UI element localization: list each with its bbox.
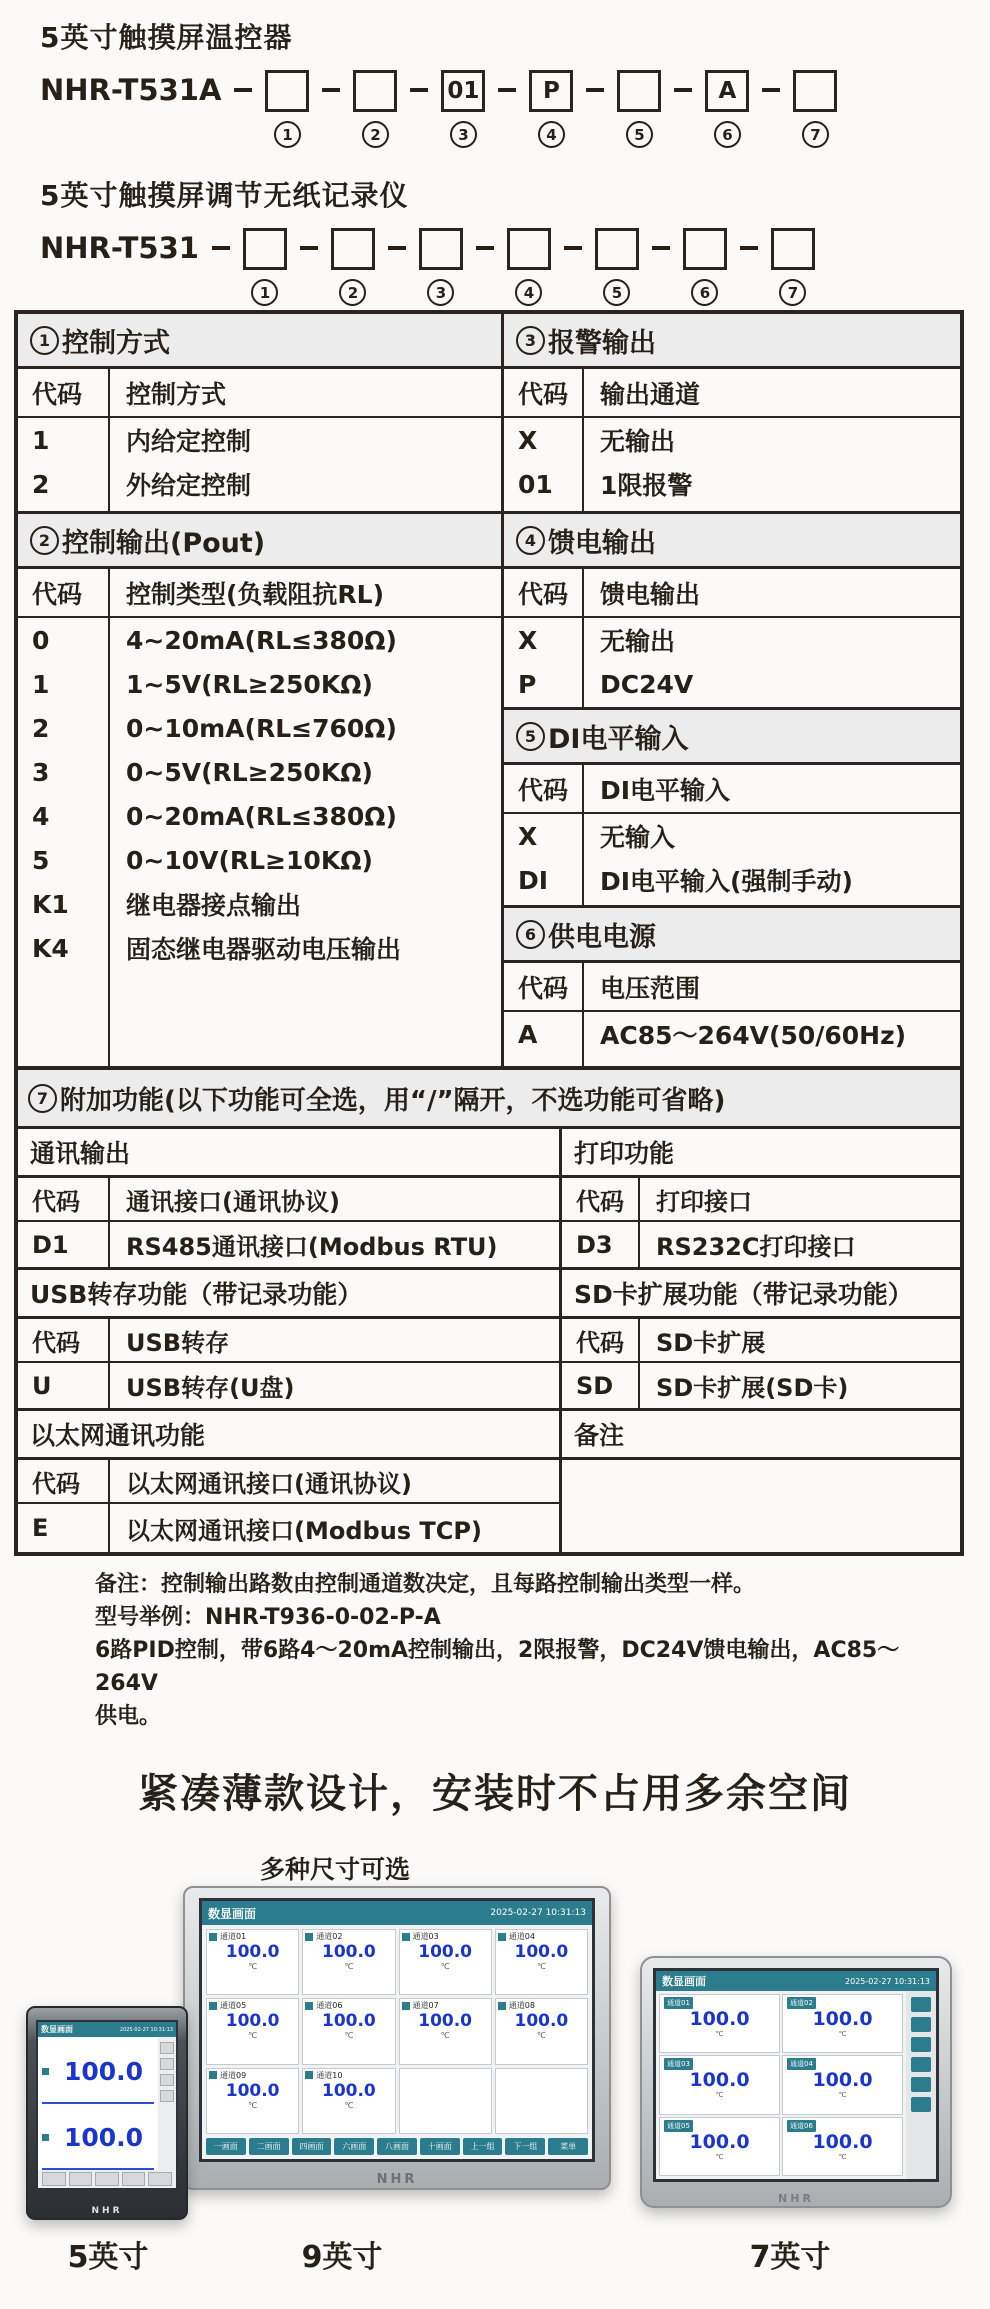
channel-chip-icon <box>209 1933 217 1941</box>
channel-cell: 通道03 100.0 ℃ <box>399 1929 492 1995</box>
channel-cell: 通道03 100.0 ℃ <box>659 2055 780 2114</box>
position-number: 7 <box>779 279 806 306</box>
notes-block <box>95 1568 935 1733</box>
value-list <box>38 2037 158 2170</box>
section-header <box>18 314 501 369</box>
code-box: A <box>705 70 749 112</box>
channel-cell: 通道07 100.0 ℃ <box>399 1998 492 2064</box>
screen-button <box>95 2172 119 2186</box>
table-row: 01 1限报警 <box>504 462 960 506</box>
channel-chip-icon <box>498 1933 506 1941</box>
model-number-1: NHR-T531A <box>40 73 222 107</box>
code-position-6 <box>683 228 727 306</box>
code-position-1 <box>265 70 309 148</box>
position-number: 3 <box>450 121 477 148</box>
table-row: DI DI电平输入(强制手动) <box>504 858 960 902</box>
channel-chip-icon <box>305 2002 313 2010</box>
side-button <box>911 1997 931 2012</box>
column-header-row: 代码 DI电平输入 <box>504 765 960 814</box>
section-feed-output <box>504 514 960 710</box>
screen-button: 二画面 <box>249 2138 289 2155</box>
device-screen <box>199 1898 595 2162</box>
section-header <box>504 514 960 569</box>
screen-button: 上一组 <box>463 2138 503 2155</box>
screen-timestamp: 2025-02-27 10:31:13 <box>845 1976 930 1986</box>
table-row: D1 RS485通讯接口(Modbus RTU) <box>18 1222 559 1267</box>
screen-button: 八画面 <box>377 2138 417 2155</box>
screen-button: 六画面 <box>334 2138 374 2155</box>
brand-logo: NHR <box>91 2206 123 2216</box>
code-box <box>683 228 727 270</box>
section-title: 控制输出(Pout) <box>62 527 266 559</box>
code-position-7 <box>771 228 815 306</box>
side-button <box>911 2017 931 2032</box>
position-number: 4 <box>538 121 565 148</box>
filler <box>18 970 501 1066</box>
dash <box>564 246 582 250</box>
channel-cell: 通道06 100.0 ℃ <box>782 2117 903 2176</box>
table-row: X 无输出 <box>504 418 960 462</box>
table-row: 5 0~10V(RL≥10KΩ) <box>18 838 501 882</box>
model-code-line-2 <box>40 228 960 306</box>
section-title: 供电电源 <box>548 921 656 953</box>
code-box <box>771 228 815 270</box>
side-button <box>911 2077 931 2092</box>
position-number: 1 <box>274 121 301 148</box>
screen-title: 数显画面 <box>662 1975 706 1988</box>
channel-cell: 通道08 100.0 ℃ <box>495 1998 588 2064</box>
device-screen <box>653 1968 939 2182</box>
section-number: 4 <box>516 526 545 555</box>
brand-logo: NHR <box>778 2192 814 2205</box>
side-button-strip <box>158 2037 176 2170</box>
side-button <box>911 2037 931 2052</box>
note-line: 备注：控制输出路数由控制通道数决定，且每路控制输出类型一样。 <box>95 1572 756 1597</box>
channel-cell: 通道09 100.0 ℃ <box>206 2068 299 2134</box>
dash <box>300 246 318 250</box>
screen-button <box>122 2172 146 2186</box>
column-header-row: 代码 SD卡扩展 <box>562 1319 960 1363</box>
screen-button-row <box>38 2170 176 2188</box>
table-row: K4 固态继电器驱动电压输出 <box>18 926 501 970</box>
code-box <box>419 228 463 270</box>
brand-logo: NHR <box>376 2172 418 2187</box>
position-number: 2 <box>362 121 389 148</box>
section-control-output <box>18 514 501 1066</box>
section-number: 5 <box>516 722 545 751</box>
product-renders <box>0 1880 990 2280</box>
channel-chip-icon <box>305 1933 313 1941</box>
section-header <box>18 514 501 569</box>
screen-button: 下一组 <box>505 2138 545 2155</box>
section-control-mode <box>18 314 501 514</box>
column-header-row: 代码 输出通道 <box>504 369 960 418</box>
device-screen <box>36 2020 178 2190</box>
section-number: 1 <box>30 326 59 355</box>
position-number: 2 <box>339 279 366 306</box>
table-row: SD SD卡扩展(SD卡) <box>562 1363 960 1408</box>
table-row: P DC24V <box>504 662 960 706</box>
section-number: 6 <box>516 920 545 949</box>
code-position-4 <box>507 228 551 306</box>
screen-title: 数显画面 <box>208 1906 257 1921</box>
code-box <box>595 228 639 270</box>
channel-cell: 通道01 100.0 ℃ <box>206 1929 299 1995</box>
ordering-section <box>40 16 960 314</box>
column-header-row: 代码 控制方式 <box>18 369 501 418</box>
channel-cell: 通道01 100.0 ℃ <box>659 1994 780 2053</box>
channel-cell: 通道02 100.0 ℃ <box>302 1929 395 1995</box>
channel-cell: 100.0 <box>42 2041 154 2104</box>
screen-button: 十画面 <box>420 2138 460 2155</box>
table-row: D3 RS232C打印接口 <box>562 1222 960 1267</box>
section-header <box>504 314 960 369</box>
screen-button: 一画面 <box>206 2138 246 2155</box>
dash <box>388 246 406 250</box>
side-button <box>160 2090 174 2102</box>
side-button-strip <box>906 1991 936 2179</box>
side-button <box>160 2058 174 2070</box>
channel-cell-empty <box>399 2068 492 2134</box>
table-row: 2 外给定控制 <box>18 462 501 506</box>
table-row: 1 内给定控制 <box>18 418 501 462</box>
section-number: 3 <box>516 326 545 355</box>
code-position-3 <box>441 70 485 148</box>
table-row: A AC85～264V(50/60Hz) <box>504 1012 960 1056</box>
screen-button <box>69 2172 93 2186</box>
code-box <box>793 70 837 112</box>
channel-cell: 通道04 100.0 ℃ <box>495 1929 588 1995</box>
code-position-4 <box>529 70 573 148</box>
section-title: 报警输出 <box>548 327 656 359</box>
table-right-column <box>504 314 960 1066</box>
position-number: 5 <box>603 279 630 306</box>
table-row: 1 1~5V(RL≥250KΩ) <box>18 662 501 706</box>
dash <box>410 88 428 92</box>
filler <box>504 706 960 707</box>
size-label-5inch: 5英寸 <box>67 2240 149 2275</box>
table-row: E 以太网通讯接口(Modbus TCP) <box>18 1504 559 1552</box>
column-header-row: 代码 打印接口 <box>562 1178 960 1222</box>
section-title: 馈电输出 <box>548 527 656 559</box>
column-header-row: 代码 电压范围 <box>504 963 960 1012</box>
channel-chip-icon <box>498 2002 506 2010</box>
model-number-2: NHR-T531 <box>40 231 199 265</box>
code-position-1 <box>243 228 287 306</box>
code-box: 01 <box>441 70 485 112</box>
section-title: DI电平输入 <box>548 723 689 755</box>
column-header-row: 代码 通讯接口(通讯协议) <box>18 1178 559 1222</box>
channel-cell: 100.0 <box>42 2108 154 2171</box>
section-alarm-output <box>504 314 960 514</box>
table-row: U USB转存(U盘) <box>18 1363 559 1408</box>
column-header-row: 代码 USB转存 <box>18 1319 559 1363</box>
channel-chip-icon <box>402 1933 410 1941</box>
screen-timestamp: 2025-02-27 10:31:13 <box>119 2026 173 2033</box>
dash <box>322 88 340 92</box>
code-box <box>507 228 551 270</box>
dash <box>674 88 692 92</box>
code-position-7 <box>793 70 837 148</box>
code-box <box>331 228 375 270</box>
dash <box>498 88 516 92</box>
code-box <box>265 70 309 112</box>
section-header <box>504 908 960 963</box>
sub-comm-output: 通讯输出 代码 通讯接口(通讯协议) D1 RS485通讯接口(Modbus RTU) <box>18 1129 559 1270</box>
section-title: 附加功能(以下功能可全选，用“/”隔开，不选功能可省略) <box>60 1085 726 1116</box>
position-number: 1 <box>251 279 278 306</box>
position-number: 7 <box>802 121 829 148</box>
size-label-9inch: 9英寸 <box>301 2240 383 2275</box>
channel-cell: 通道02 100.0 ℃ <box>782 1994 903 2053</box>
filler <box>18 506 501 511</box>
table-upper <box>18 314 960 1070</box>
sub-ethernet: 以太网通讯功能 代码 以太网通讯接口(通讯协议) E 以太网通讯接口(Modbus TCP) <box>18 1411 559 1552</box>
ordering-table <box>14 310 964 1556</box>
screen-button-row <box>202 2138 592 2159</box>
table-left-column <box>18 314 504 1066</box>
dash <box>234 88 252 92</box>
code-box <box>243 228 287 270</box>
filler <box>504 1056 960 1066</box>
note-line: 6路PID控制，带6路4～20mA控制输出，2限报警，DC24V馈电输出，AC85～264V <box>95 1638 900 1696</box>
size-label-7inch: 7英寸 <box>749 2240 831 2275</box>
table-row: 3 0~5V(RL≥250KΩ) <box>18 750 501 794</box>
additional-left-column <box>18 1129 562 1552</box>
side-button <box>911 2097 931 2112</box>
device-9inch <box>183 1886 611 2190</box>
empty-cell <box>562 1460 960 1552</box>
section-additional-functions-header <box>18 1070 960 1129</box>
screen-title: 数显画面 <box>41 2025 73 2034</box>
code-position-3 <box>419 228 463 306</box>
table-row: 2 0~10mA(RL≤760Ω) <box>18 706 501 750</box>
sub-remarks: 备注 <box>562 1411 960 1552</box>
channel-cell-empty <box>495 2068 588 2134</box>
channel-grid <box>656 1991 906 2179</box>
screen-timestamp: 2025-02-27 10:31:13 <box>490 1908 586 1918</box>
code-position-2 <box>353 70 397 148</box>
screen-button: 四画面 <box>292 2138 332 2155</box>
table-row: 4 0~20mA(RL≤380Ω) <box>18 794 501 838</box>
product-title-1: 5英寸触摸屏温控器 <box>40 21 293 54</box>
note-line: 供电。 <box>95 1704 162 1729</box>
dash <box>652 246 670 250</box>
channel-cell: 通道05 100.0 ℃ <box>659 2117 780 2176</box>
dash <box>212 246 230 250</box>
channel-chip-icon <box>402 2002 410 2010</box>
channel-chip-icon <box>305 2071 313 2079</box>
device-7inch <box>640 1956 952 2208</box>
position-number: 4 <box>515 279 542 306</box>
channel-cell: 通道05 100.0 ℃ <box>206 1998 299 2064</box>
channel-cell: 通道06 100.0 ℃ <box>302 1998 395 2064</box>
banner-title: 紧凑薄款设计，安装时不占用多余空间 <box>138 1771 852 1817</box>
column-header-row: 代码 馈电输出 <box>504 569 960 618</box>
model-code-line-1 <box>40 70 960 148</box>
section-number: 2 <box>30 526 59 555</box>
channel-cell: 通道04 100.0 ℃ <box>782 2055 903 2114</box>
section-header <box>504 710 960 765</box>
position-number: 5 <box>626 121 653 148</box>
section-title: 控制方式 <box>62 327 170 359</box>
channel-chip-icon <box>42 2068 49 2075</box>
column-header-row: 代码 以太网通讯接口(通讯协议) <box>18 1460 559 1504</box>
additional-right-column <box>562 1129 960 1552</box>
code-position-6 <box>705 70 749 148</box>
channel-chip-icon <box>209 2002 217 2010</box>
dash <box>762 88 780 92</box>
product-title-2: 5英寸触摸屏调节无纸记录仪 <box>40 179 409 212</box>
screen-titlebar <box>38 2022 176 2037</box>
sizes-note: 多种尺寸可选 <box>259 1855 410 1884</box>
screen-button: 菜单 <box>548 2138 588 2155</box>
section-power-supply <box>504 908 960 1066</box>
position-number: 3 <box>427 279 454 306</box>
channel-chip-icon <box>42 2134 49 2141</box>
table-row: 0 4~20mA(RL≤380Ω) <box>18 618 501 662</box>
column-header-row: 代码 控制类型(负载阻抗RL) <box>18 569 501 618</box>
screen-titlebar <box>202 1901 592 1925</box>
side-button <box>160 2042 174 2054</box>
code-box <box>617 70 661 112</box>
filler <box>504 506 960 511</box>
code-position-2 <box>331 228 375 306</box>
device-5inch <box>26 2006 188 2220</box>
channel-chip-icon <box>209 2071 217 2079</box>
filler <box>504 902 960 905</box>
position-number: 6 <box>714 121 741 148</box>
sub-usb-transfer: USB转存功能（带记录功能） 代码 USB转存 U USB转存(U盘) <box>18 1270 559 1411</box>
channel-cell: 通道10 100.0 ℃ <box>302 2068 395 2134</box>
channel-grid <box>202 1925 592 2138</box>
position-number: 6 <box>691 279 718 306</box>
section-di-input <box>504 710 960 908</box>
screen-titlebar <box>656 1971 936 1991</box>
table-row: X 无输出 <box>504 618 960 662</box>
side-button <box>911 2057 931 2072</box>
code-position-5 <box>595 228 639 306</box>
sub-print: 打印功能 代码 打印接口 D3 RS232C打印接口 <box>562 1129 960 1270</box>
table-row: X 无输入 <box>504 814 960 858</box>
screen-button <box>42 2172 66 2186</box>
screen-button <box>148 2172 172 2186</box>
dash <box>476 246 494 250</box>
code-box: P <box>529 70 573 112</box>
note-line: 型号举例：NHR-T936-0-02-P-A <box>95 1605 441 1630</box>
table-row: K1 继电器接点输出 <box>18 882 501 926</box>
dash <box>740 246 758 250</box>
side-button <box>160 2074 174 2086</box>
sub-sd-card: SD卡扩展功能（带记录功能） 代码 SD卡扩展 SD SD卡扩展(SD卡) <box>562 1270 960 1411</box>
code-box <box>353 70 397 112</box>
code-position-5 <box>617 70 661 148</box>
section-additional-functions <box>18 1129 960 1552</box>
section-number: 7 <box>28 1084 57 1113</box>
dash <box>586 88 604 92</box>
